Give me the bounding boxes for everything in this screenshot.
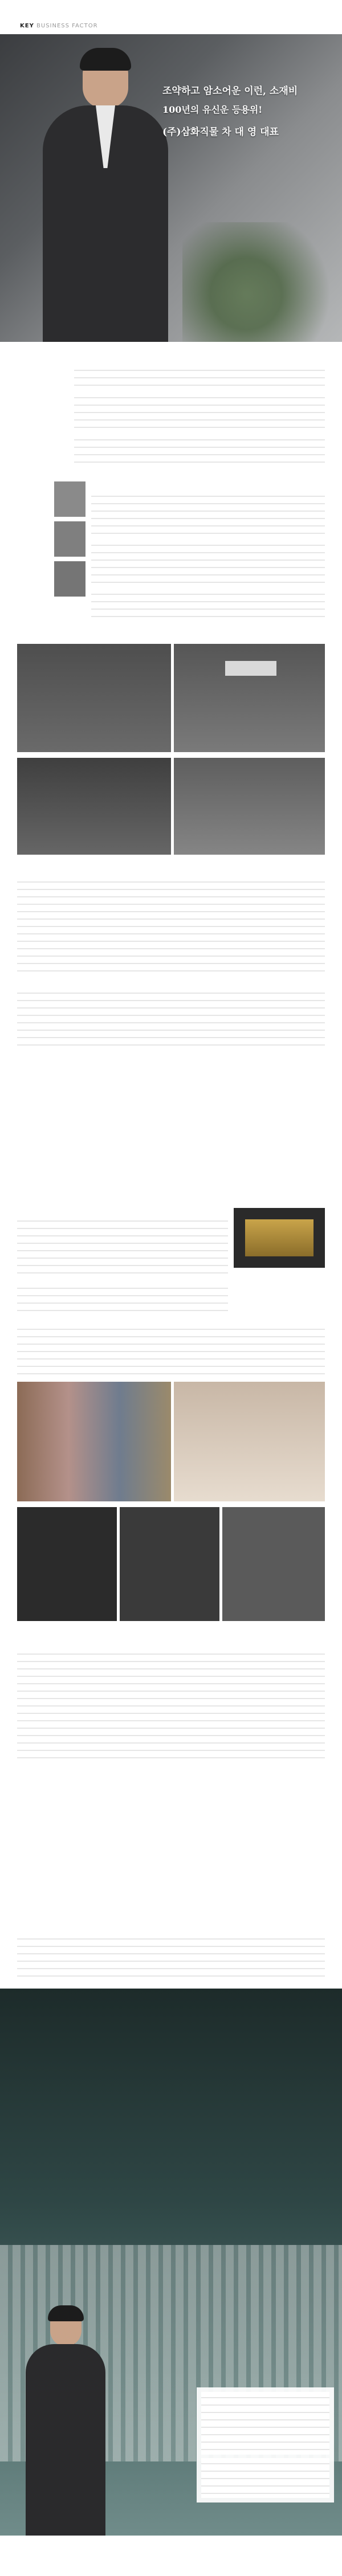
fabric-rolls-photo bbox=[17, 1382, 171, 1501]
section-2 bbox=[17, 1313, 325, 1375]
textile-display-photo bbox=[174, 1382, 325, 1501]
archive-photo-people bbox=[17, 758, 171, 855]
hero-photo bbox=[0, 34, 342, 342]
section-1 bbox=[17, 1205, 228, 1317]
section-2-paragraph bbox=[17, 1324, 325, 1375]
fashion-show-photo-2 bbox=[120, 1507, 219, 1621]
category-bold: KEY bbox=[20, 23, 34, 29]
closing-paragraph bbox=[201, 2392, 329, 2455]
page-1 bbox=[0, 0, 342, 621]
category-header bbox=[20, 23, 98, 29]
historic-photo-1 bbox=[54, 481, 85, 517]
section-1-paragraph bbox=[17, 876, 325, 973]
section-heading bbox=[17, 1923, 325, 1930]
section-2 bbox=[17, 977, 325, 1050]
section-1 bbox=[17, 866, 325, 973]
interview-paragraph bbox=[91, 540, 325, 585]
portrait-figure bbox=[34, 51, 177, 342]
interview-paragraph bbox=[91, 589, 325, 623]
factory-machine-photo bbox=[0, 1989, 342, 2536]
page-2 bbox=[0, 630, 342, 1188]
intro-text bbox=[74, 365, 325, 464]
section-2-heading bbox=[17, 977, 325, 984]
section-1-heading bbox=[17, 866, 325, 873]
closing-paragraph bbox=[201, 2458, 329, 2498]
page-4 bbox=[0, 1917, 342, 2576]
section-3-heading bbox=[17, 1638, 325, 1645]
title-block bbox=[162, 83, 333, 138]
fashion-show-photo-3 bbox=[222, 1507, 325, 1621]
section-1 bbox=[17, 1923, 325, 1979]
interview-paragraph bbox=[91, 491, 325, 536]
title-line-1: 조약하고 암소어운 이런, 소재비 bbox=[162, 85, 298, 97]
intro-paragraph bbox=[74, 434, 325, 464]
archive-photo-factory bbox=[174, 644, 325, 752]
category-light: BUSINESS FACTOR bbox=[36, 23, 98, 29]
signboard-icon bbox=[225, 661, 276, 676]
fashion-show-photo-1 bbox=[17, 1507, 117, 1621]
historic-photo-3 bbox=[54, 561, 85, 597]
archive-photo-street bbox=[174, 758, 325, 855]
section-2-heading bbox=[17, 1313, 325, 1320]
section-paragraph bbox=[17, 1933, 325, 1979]
interview-heading bbox=[91, 481, 325, 488]
title-line-2: 100년의 유신운 등용위! bbox=[162, 104, 263, 115]
section-3 bbox=[17, 1638, 325, 1762]
section-3-paragraph bbox=[17, 1648, 325, 1762]
intro-paragraph bbox=[74, 392, 325, 430]
section-1-paragraph bbox=[17, 1283, 228, 1317]
closing-text-panel bbox=[197, 2387, 334, 2502]
award-plaque-photo bbox=[234, 1208, 325, 1268]
section-1-paragraph bbox=[17, 1215, 228, 1278]
intro-paragraph bbox=[74, 365, 325, 387]
title-line-3: (주)삼화직물 차 대 영 대표 bbox=[162, 126, 279, 138]
page-3 bbox=[0, 1199, 342, 1906]
section-1-heading bbox=[17, 1205, 228, 1212]
plaque-icon bbox=[245, 1219, 314, 1256]
interview-section bbox=[91, 481, 325, 623]
historic-photo-2 bbox=[54, 521, 85, 557]
archive-photo-group bbox=[17, 644, 171, 752]
portrait-figure bbox=[23, 2308, 108, 2536]
section-2-paragraph bbox=[17, 987, 325, 1050]
